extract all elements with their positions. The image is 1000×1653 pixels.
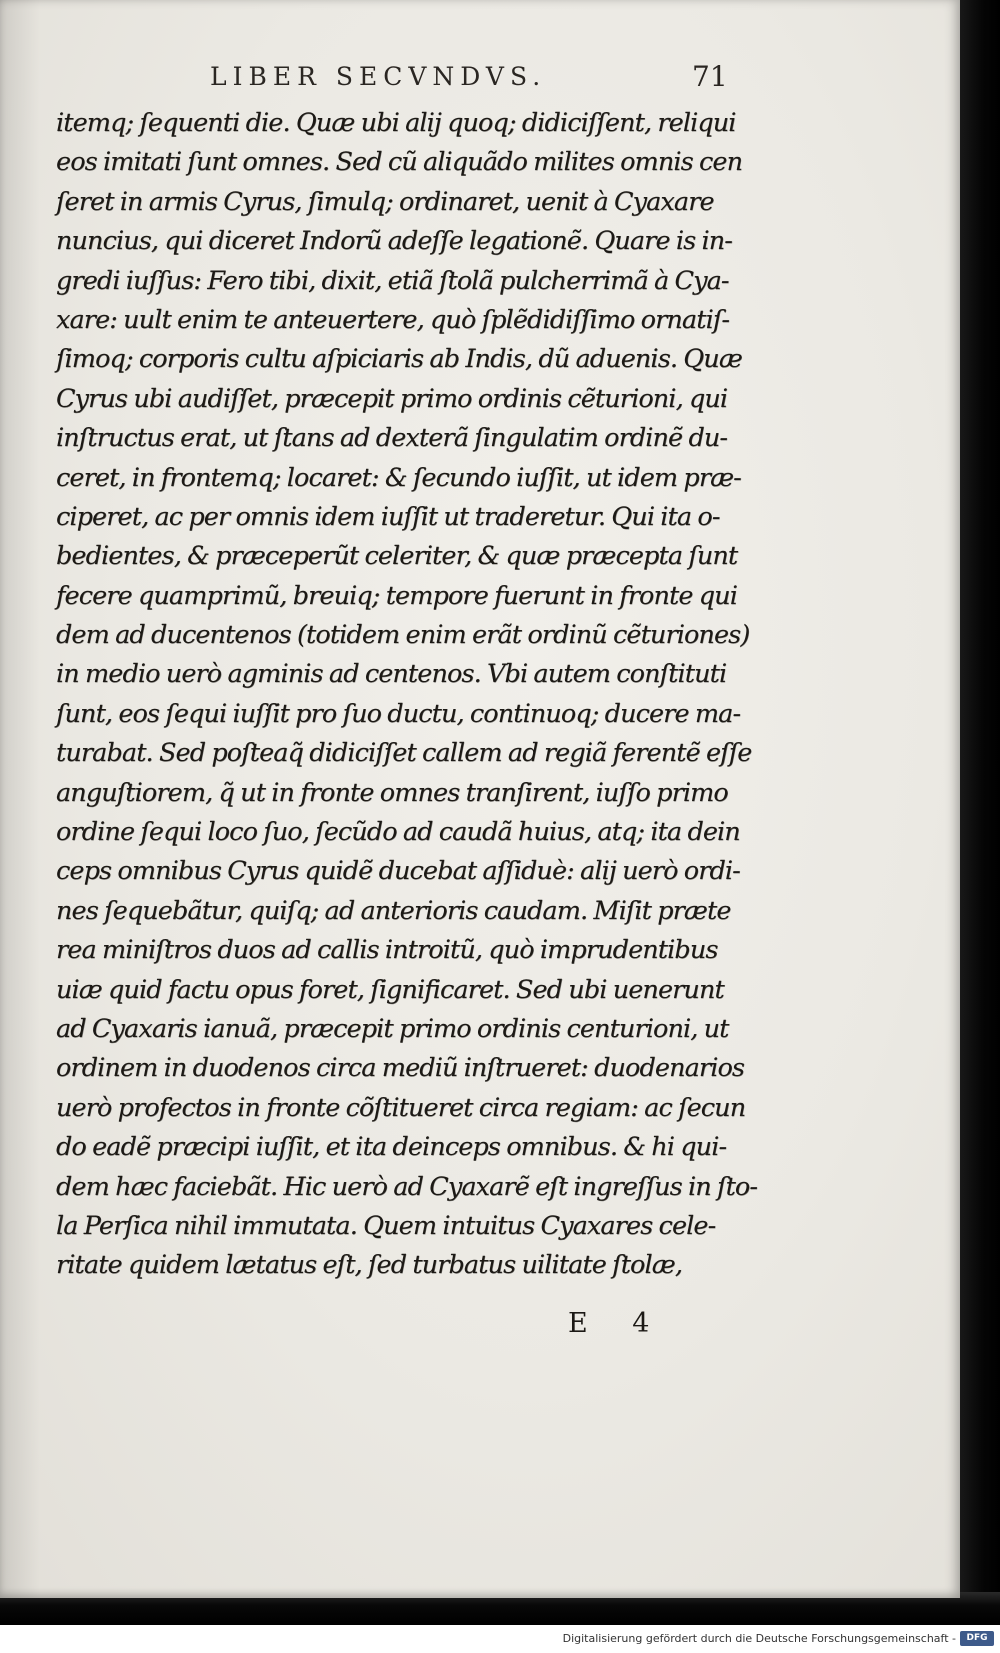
text-line: ordinem in duodenos circa mediũ inſtrueret: duodenarios xyxy=(56,1053,745,1084)
page-gutter-shadow xyxy=(0,0,40,1598)
funding-credit: Digitalisierung gefördert durch die Deutsche Forschungsgemeinschaft - xyxy=(562,1632,956,1645)
text-line: in medio uerò agminis ad centenos. Vbi autem conſtituti xyxy=(56,659,727,690)
text-line: rea miniſtros duos ad callis introitũ, quò imprudentibus xyxy=(56,935,718,966)
text-line: ordine ſequi loco ſuo, ſecũdo ad caudã huius, atq; ita dein xyxy=(56,817,740,848)
text-line: ceret, in frontemq; locaret: & ſecundo iuſſit, ut idem præ- xyxy=(56,462,741,493)
text-line: dem ad ducentenos (totidem enim erãt ordinũ cẽturiones) xyxy=(56,620,750,651)
digitization-footer xyxy=(0,1625,1000,1653)
text-line: Cyrus ubi audiſſet, præcepit primo ordinis cẽturioni, qui xyxy=(56,383,728,414)
text-line: inſtructus erat, ut ſtans ad dexterã ſingulatim ordinẽ du- xyxy=(56,423,728,454)
text-line: turabat. Sed poſteaq̃ didiciſſet callem ad regiã ferentẽ eſſe xyxy=(56,738,752,769)
text-line: la Perſica nihil immutata. Quem intuitus Cyaxares cele- xyxy=(56,1210,716,1241)
text-line: ſeret in armis Cyrus, ſimulq; ordinaret, uenit à Cyaxare xyxy=(56,186,714,217)
text-line: anguſtiorem, q̃ ut in fronte omnes tranſirent, iuſſo primo xyxy=(56,777,728,808)
text-line: gredi iuſſus: Fero tibi, dixit, etiã ſtolã pulcherrimã à Cya- xyxy=(56,265,729,296)
signature-mark: E 4 xyxy=(568,1308,668,1339)
text-line: nes ſequebãtur, quiſq; ad anterioris caudam. Miſit præte xyxy=(56,895,731,926)
text-line: fecere quamprimũ, breuiq; tempore fuerunt in fronte qui xyxy=(56,580,737,611)
scanner-bed-right xyxy=(958,0,1000,1625)
text-line: dem hæc faciebãt. Hic uerò ad Cyaxarẽ eſt ingreſſus in ſto- xyxy=(56,1171,758,1202)
text-line: nuncius, qui diceret Indorũ adeſſe legationẽ. Quare is in- xyxy=(56,226,733,257)
page-number: 71 xyxy=(692,60,728,93)
running-title: LIBER SECVNDVS. xyxy=(210,62,547,91)
text-line: bedientes, & præceperũt celeriter, & quæ præcepta ſunt xyxy=(56,541,738,572)
text-block xyxy=(56,104,756,1286)
text-line: ſunt, eos ſequi iuſſit pro ſuo ductu, continuoq; ducere ma- xyxy=(56,698,741,729)
text-line: eos imitati ſunt omnes. Sed cũ aliquãdo milites omnis cen xyxy=(56,147,743,178)
text-line: ſimoq; corporis cultu aſpiciaris ab Indis, dũ aduenis. Quæ xyxy=(56,344,742,375)
text-line: itemq; ſequenti die. Quæ ubi alij quoq; didiciſſent, reliqui xyxy=(56,108,736,138)
text-line: ceps omnibus Cyrus quidẽ ducebat aſſiduè: alij uerò ordi- xyxy=(56,856,740,887)
text-line: uiæ quid factu opus foret, ſignificaret. Sed ubi uenerunt xyxy=(56,974,724,1005)
running-head xyxy=(60,60,740,100)
text-line: uerò profectos in fronte cõſtitueret circa regiam: ac ſecun xyxy=(56,1092,746,1123)
text-line: do eadẽ præcipi iuſſit, et ita deinceps omnibus. & hi qui- xyxy=(56,1132,727,1163)
text-line: ciperet, ac per omnis idem iuſſit ut traderetur. Qui ita o- xyxy=(56,501,720,532)
text-line: xare: uult enim te anteuertere, quò ſplẽdidiſſimo ornatiſ- xyxy=(56,304,730,335)
dfg-logo-icon: DFG xyxy=(960,1631,994,1646)
text-line: ritate quidem lætatus eſt, ſed turbatus uilitate ſtolæ, xyxy=(56,1250,683,1281)
text-line: ad Cyaxaris ianuã, præcepit primo ordinis centurioni, ut xyxy=(56,1013,729,1044)
